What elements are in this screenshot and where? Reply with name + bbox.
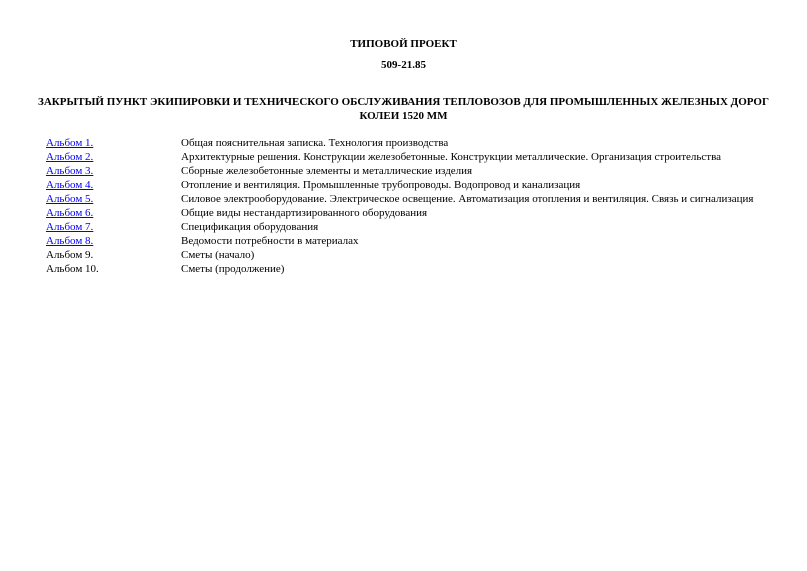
album-row [46, 220, 753, 234]
album-description: Силовое электрооборудование. Электрическое освещение. Автоматизация отопления и вентиляция. Связь и сигнализация [181, 193, 754, 205]
project-code: 509-21.85 [381, 59, 426, 71]
album-row [46, 262, 753, 276]
project-title [30, 95, 777, 123]
album-row [46, 234, 753, 248]
document-type-heading: ТИПОВОЙ ПРОЕКТ [350, 38, 457, 50]
album-row [46, 164, 753, 178]
album-link-2[interactable]: Альбом 2. [46, 151, 94, 163]
album-row [46, 178, 753, 192]
album-description: Общие виды нестандартизированного оборудования [181, 207, 428, 219]
album-link-6[interactable]: Альбом 6. [46, 207, 94, 219]
album-row [46, 150, 753, 164]
album-description: Сметы (продолжение) [181, 263, 285, 275]
album-row [46, 136, 753, 150]
album-link-8[interactable]: Альбом 8. [46, 235, 94, 247]
album-link-5[interactable]: Альбом 5. [46, 193, 94, 205]
album-description: Общая пояснительная записка. Технология производства [181, 137, 449, 149]
project-title-line-2: КОЛЕИ 1520 ММ [359, 110, 448, 122]
album-link-1[interactable]: Альбом 1. [46, 137, 94, 149]
album-row [46, 192, 753, 206]
album-description: Отопление и вентиляция. Промышленные трубопроводы. Водопровод и канализация [181, 179, 581, 191]
album-link-3[interactable]: Альбом 3. [46, 165, 94, 177]
album-description: Архитектурные решения. Конструкции железобетонные. Конструкции металлические. Организация строительства [181, 151, 722, 163]
album-description: Спецификация оборудования [181, 221, 319, 233]
album-description: Ведомости потребности в материалах [181, 235, 359, 247]
album-description: Сметы (начало) [181, 249, 255, 261]
album-link-4[interactable]: Альбом 4. [46, 179, 94, 191]
album-list [46, 136, 753, 276]
album-label-10: Альбом 10. [46, 263, 99, 275]
album-row [46, 206, 753, 220]
project-title-line-1: ЗАКРЫТЫЙ ПУНКТ ЭКИПИРОВКИ И ТЕХНИЧЕСКОГО ОБСЛУЖИВАНИЯ ТЕПЛОВОЗОВ ДЛЯ ПРОМЫШЛЕННЫХ ЖЕЛЕЗНЫХ ДОРОГ [38, 96, 769, 108]
album-description: Сборные железобетонные элементы и металлические изделия [181, 165, 473, 177]
album-label-9: Альбом 9. [46, 249, 94, 261]
album-row [46, 248, 753, 262]
album-link-7[interactable]: Альбом 7. [46, 221, 94, 233]
